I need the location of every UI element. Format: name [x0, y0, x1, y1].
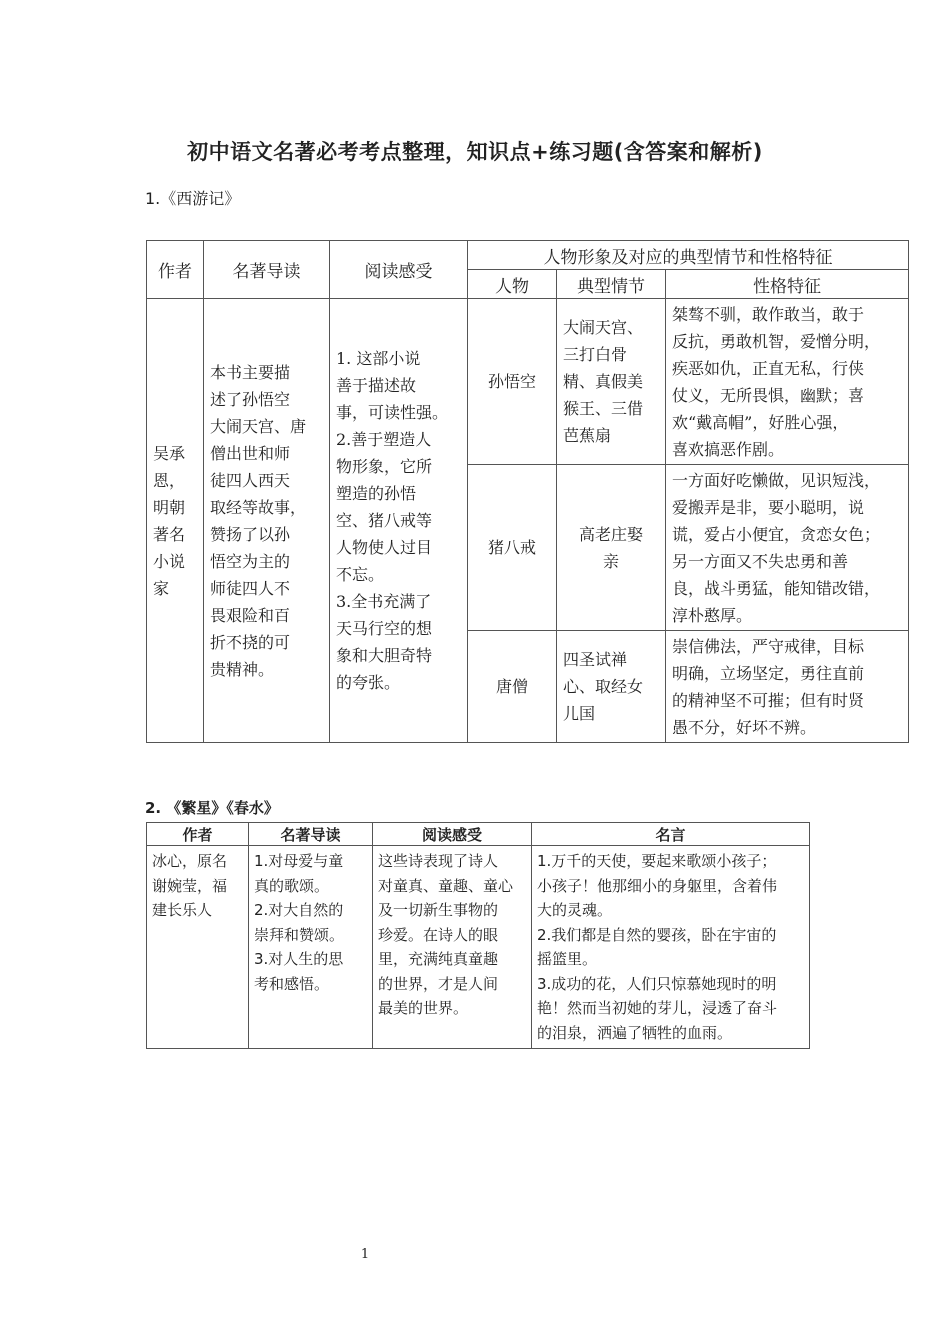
plot-line: 精、真假美	[563, 372, 644, 391]
trait-line: 崇信佛法，严守戒律，目标	[672, 636, 865, 656]
header-quotes: 名言	[532, 823, 810, 846]
author-line: 恩，	[153, 470, 186, 490]
feeling-line: 天马行空的想	[336, 619, 433, 638]
feeling-line: 2.善于塑造人	[336, 430, 432, 449]
plot-cell	[557, 299, 666, 465]
feeling-line: 3.全书充满了	[336, 592, 432, 611]
feeling-cell	[330, 299, 468, 743]
guide-line: 1.对母爱与童	[254, 852, 344, 870]
feeling-line: 最美的世界。	[378, 999, 469, 1017]
traits-cell	[666, 631, 909, 743]
plot-line: 芭蕉扇	[563, 426, 612, 445]
guide-line: 贵精神。	[210, 659, 275, 679]
feeling-line: 的夸张。	[336, 673, 401, 692]
header-plot: 典型情节	[557, 270, 666, 299]
author-line: 家	[153, 578, 170, 598]
author-line: 著名	[153, 524, 186, 544]
header-traits: 性格特征	[666, 270, 909, 299]
trait-line: 喜欢搞恶作剧。	[672, 439, 785, 459]
guide-cell	[249, 846, 373, 1049]
feeling-line: 不忘。	[336, 565, 385, 584]
feeling-line: 对童真、童趣、童心	[378, 876, 514, 895]
section-1-heading: 1.《西游记》	[145, 189, 241, 208]
plot-line: 四圣试禅	[563, 650, 628, 669]
character-name: 唐僧	[468, 631, 557, 743]
quote-line: 摇篮里。	[537, 950, 598, 968]
trait-line: 疾恶如仇，正直无私，行侠	[672, 358, 865, 378]
trait-line: 另一方面又不失忠勇和善	[672, 551, 849, 571]
header-character-group: 人物形象及对应的典型情节和性格特征	[468, 241, 909, 270]
author-line: 明朝	[153, 497, 186, 517]
author-line: 吴承	[153, 443, 186, 463]
character-name: 孙悟空	[468, 299, 557, 465]
author-cell	[147, 299, 204, 743]
traits-cell	[666, 299, 909, 465]
header-feeling: 阅读感受	[373, 823, 532, 846]
header-character: 人物	[468, 270, 557, 299]
guide-line: 述了孙悟空	[210, 389, 291, 409]
header-guide: 名著导读	[204, 241, 330, 299]
feeling-line: 这些诗表现了诗人	[378, 852, 499, 870]
plot-cell	[557, 631, 666, 743]
guide-line: 悟空为主的	[210, 551, 291, 571]
plot-line: 高老庄娶	[578, 524, 643, 544]
quote-line: 小孩子！他那细小的身躯里，含着伟	[537, 876, 778, 895]
guide-cell	[204, 299, 330, 743]
guide-line: 大闹天宫、唐	[210, 416, 307, 436]
author-line: 小说	[153, 551, 186, 571]
quote-line: 大的灵魂。	[537, 901, 613, 919]
author-line: 冰心，原名	[152, 852, 228, 870]
plot-line: 心、取经女	[563, 677, 644, 696]
trait-line: 谎，爱占小便宜，贪恋女色；	[672, 524, 881, 544]
trait-line: 一方面好吃懒做，见识短浅，	[672, 470, 881, 490]
trait-line: 反抗，勇敢机智，爱憎分明，	[672, 331, 881, 351]
trait-line: 良，战斗勇猛，能知错改错，	[672, 578, 881, 598]
header-author: 作者	[147, 241, 204, 299]
quote-line: 3.成功的花，人们只惊慕她现时的明	[537, 974, 777, 993]
quote-line: 1.万千的天使，要起来歌颂小孩子；	[537, 852, 777, 870]
trait-line: 愚不分，好坏不辨。	[672, 717, 817, 737]
feeling-line: 里，充满纯真童趣	[378, 950, 499, 968]
feeling-line: 及一切新生事物的	[378, 901, 499, 919]
plot-line: 儿国	[563, 704, 596, 723]
guide-line: 考和感悟。	[254, 974, 330, 993]
trait-line: 明确，立场坚定，勇往直前	[672, 663, 865, 683]
trait-line: 淳朴憨厚。	[672, 605, 753, 625]
feeling-line: 人物使人过目	[336, 538, 433, 557]
header-author: 作者	[147, 823, 249, 846]
guide-line: 师徒四人不	[210, 578, 291, 598]
feeling-line: 事，可读性强。	[336, 403, 449, 422]
quote-line: 2.我们都是自然的婴孩，卧在宇宙的	[537, 925, 777, 944]
guide-line: 崇拜和赞颂。	[254, 925, 345, 944]
traits-cell	[666, 465, 909, 631]
author-line: 谢婉莹，福	[152, 876, 228, 895]
page-number: 1	[360, 1247, 370, 1262]
plot-line: 大闹天宫、	[563, 318, 644, 337]
trait-line: 爱搬弄是非，要小聪明，说	[672, 497, 865, 517]
plot-cell	[557, 465, 666, 631]
feeling-cell	[373, 846, 532, 1049]
character-name: 猪八戒	[468, 465, 557, 631]
trait-line: 欢“戴高帽”，好胜心强，	[672, 412, 849, 432]
stars-spring-water-table	[146, 822, 810, 1049]
guide-line: 畏艰险和百	[210, 605, 291, 625]
feeling-line: 善于描述故	[336, 376, 417, 395]
guide-line: 取经等故事，	[210, 497, 307, 517]
guide-line: 本书主要描	[210, 362, 291, 382]
guide-line: 3.对人生的思	[254, 950, 344, 968]
feeling-line: 空、猪八戒等	[336, 511, 433, 530]
plot-line: 三打白骨	[563, 345, 628, 364]
plot-line: 亲	[602, 551, 619, 571]
feeling-line: 1. 这部小说	[336, 349, 421, 368]
plot-line: 猴王、三借	[563, 399, 644, 418]
guide-line: 2.对大自然的	[254, 901, 344, 919]
header-feeling: 阅读感受	[330, 241, 468, 299]
feeling-line: 塑造的孙悟	[336, 484, 417, 503]
author-line: 建长乐人	[152, 901, 213, 919]
trait-line: 的精神坚不可摧；但有时贤	[672, 690, 865, 710]
header-guide: 名著导读	[249, 823, 373, 846]
quote-line: 的泪泉，洒遍了牺牲的血雨。	[537, 1023, 733, 1042]
guide-line: 僧出世和师	[210, 443, 291, 463]
quotes-cell	[532, 846, 810, 1049]
feeling-line: 的世界，才是人间	[378, 974, 499, 993]
author-cell	[147, 846, 249, 1049]
guide-line: 徒四人西天	[210, 470, 291, 490]
trait-line: 仗义，无所畏惧，幽默；喜	[672, 385, 865, 405]
guide-line: 赞扬了以孙	[210, 524, 291, 544]
journey-west-table	[146, 240, 909, 743]
feeling-line: 物形象，它所	[336, 457, 433, 476]
guide-line: 真的歌颂。	[254, 876, 330, 895]
trait-line: 桀骜不驯，敢作敢当，敢于	[672, 304, 865, 324]
quote-line: 艳！然而当初她的芽儿，浸透了奋斗	[537, 999, 778, 1017]
page-title: 初中语文名著必考考点整理，知识点+练习题(含答案和解析)	[187, 140, 763, 164]
feeling-line: 珍爱。在诗人的眼	[378, 925, 499, 944]
section-2-heading: 2. 《繁星》《春水》	[145, 799, 279, 817]
guide-line: 折不挠的可	[210, 632, 291, 652]
feeling-line: 象和大胆奇特	[336, 646, 433, 665]
